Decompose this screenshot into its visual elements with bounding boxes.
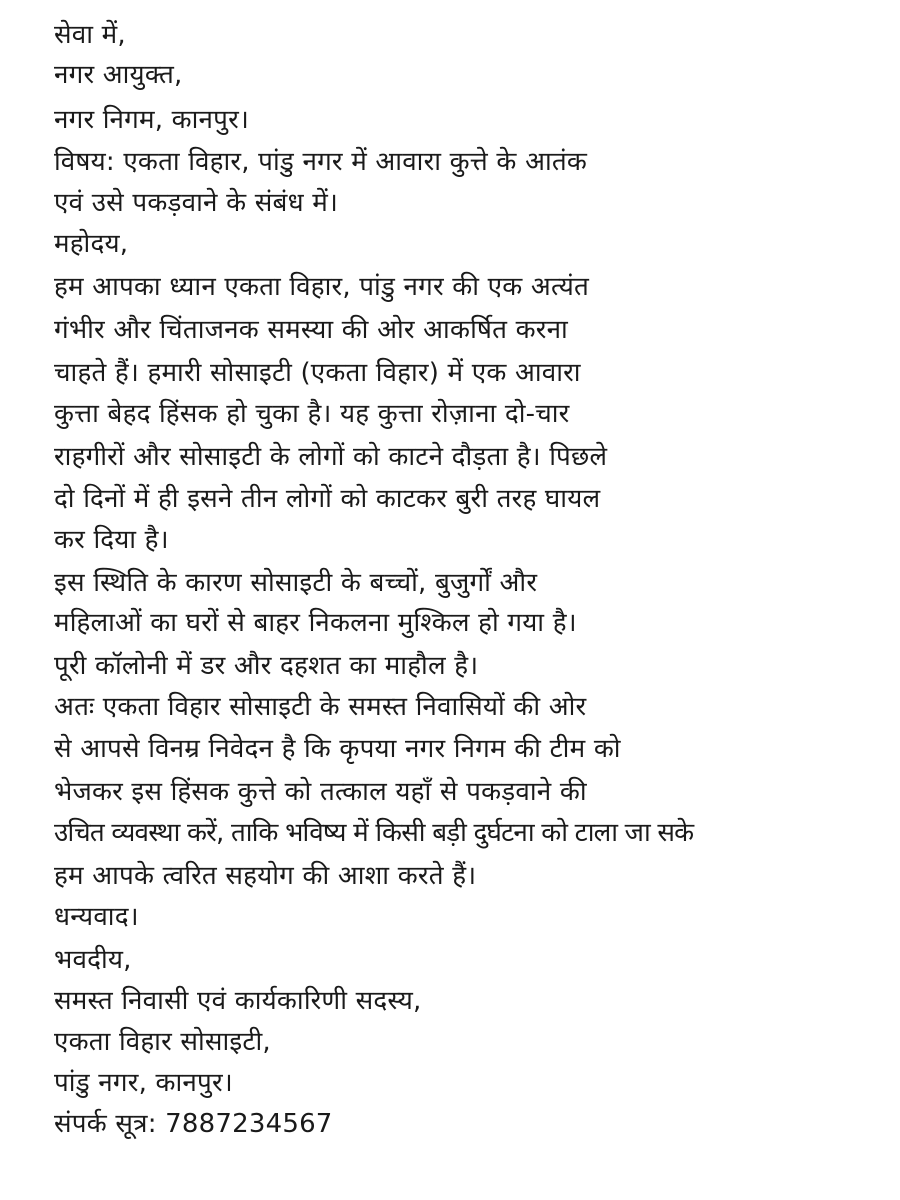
body-line: भेजकर इस हिंसक कुत्ते को तत्काल यहाँ से पकड़वाने की (54, 777, 587, 807)
body-line: से आपसे विनम्र निवेदन है कि कृपया नगर निगम की टीम को (54, 734, 621, 764)
subject-line-1: विषय: एकता विहार, पांडु नगर में आवारा कुत्ते के आतंक (54, 147, 588, 177)
body-line: दो दिनों में ही इसने तीन लोगों को काटकर बुरी तरह घायल (54, 484, 601, 514)
body-line: पूरी कॉलोनी में डर और दहशत का माहौल है। (54, 651, 479, 681)
signatory-line-2: एकता विहार सोसाइटी, (54, 1027, 271, 1057)
subject-line-2: एवं उसे पकड़वाने के संबंध में। (54, 188, 339, 218)
body-line: राहगीरों और सोसाइटी के लोगों को काटने दौड़ता है। पिछले (54, 442, 608, 472)
body-line: कर दिया है। (54, 525, 169, 555)
thanks: धन्यवाद। (54, 902, 139, 932)
body-line: चाहते हैं। हमारी सोसाइटी (एकता विहार) में एक आवारा (54, 358, 581, 388)
signatory-line-3: पांडु नगर, कानपुर। (54, 1068, 233, 1098)
recipient-office: नगर निगम, कानपुर। (54, 105, 250, 135)
body-line: महिलाओं का घरों से बाहर निकलना मुश्किल हो गया है। (54, 608, 577, 638)
body-line: हम आपके त्वरित सहयोग की आशा करते हैं। (54, 861, 477, 891)
body-line: हम आपका ध्यान एकता विहार, पांडु नगर की एक अत्यंत (54, 272, 589, 302)
closing: भवदीय, (54, 945, 132, 975)
contact-number: संपर्क सूत्र: 7887234567 (54, 1109, 333, 1139)
body-line: उचित व्यवस्था करें, ताकि भविष्य में किसी बड़ी दुर्घटना को टाला जा सके (54, 818, 694, 848)
salutation-to: सेवा में, (54, 20, 126, 50)
body-line: अतः एकता विहार सोसाइटी के समस्त निवासियों की ओर (54, 692, 587, 722)
body-line: कुत्ता बेहद हिंसक हो चुका है। यह कुत्ता रोज़ाना दो-चार (54, 399, 570, 429)
signatory-line-1: समस्त निवासी एवं कार्यकारिणी सदस्य, (54, 986, 422, 1016)
body-line: इस स्थिति के कारण सोसाइटी के बच्चों, बुजुर्गों और (54, 568, 538, 598)
recipient-title: नगर आयुक्त, (54, 60, 183, 90)
body-line: गंभीर और चिंताजनक समस्या की ओर आकर्षित करना (54, 315, 568, 345)
greeting: महोदय, (54, 229, 129, 259)
